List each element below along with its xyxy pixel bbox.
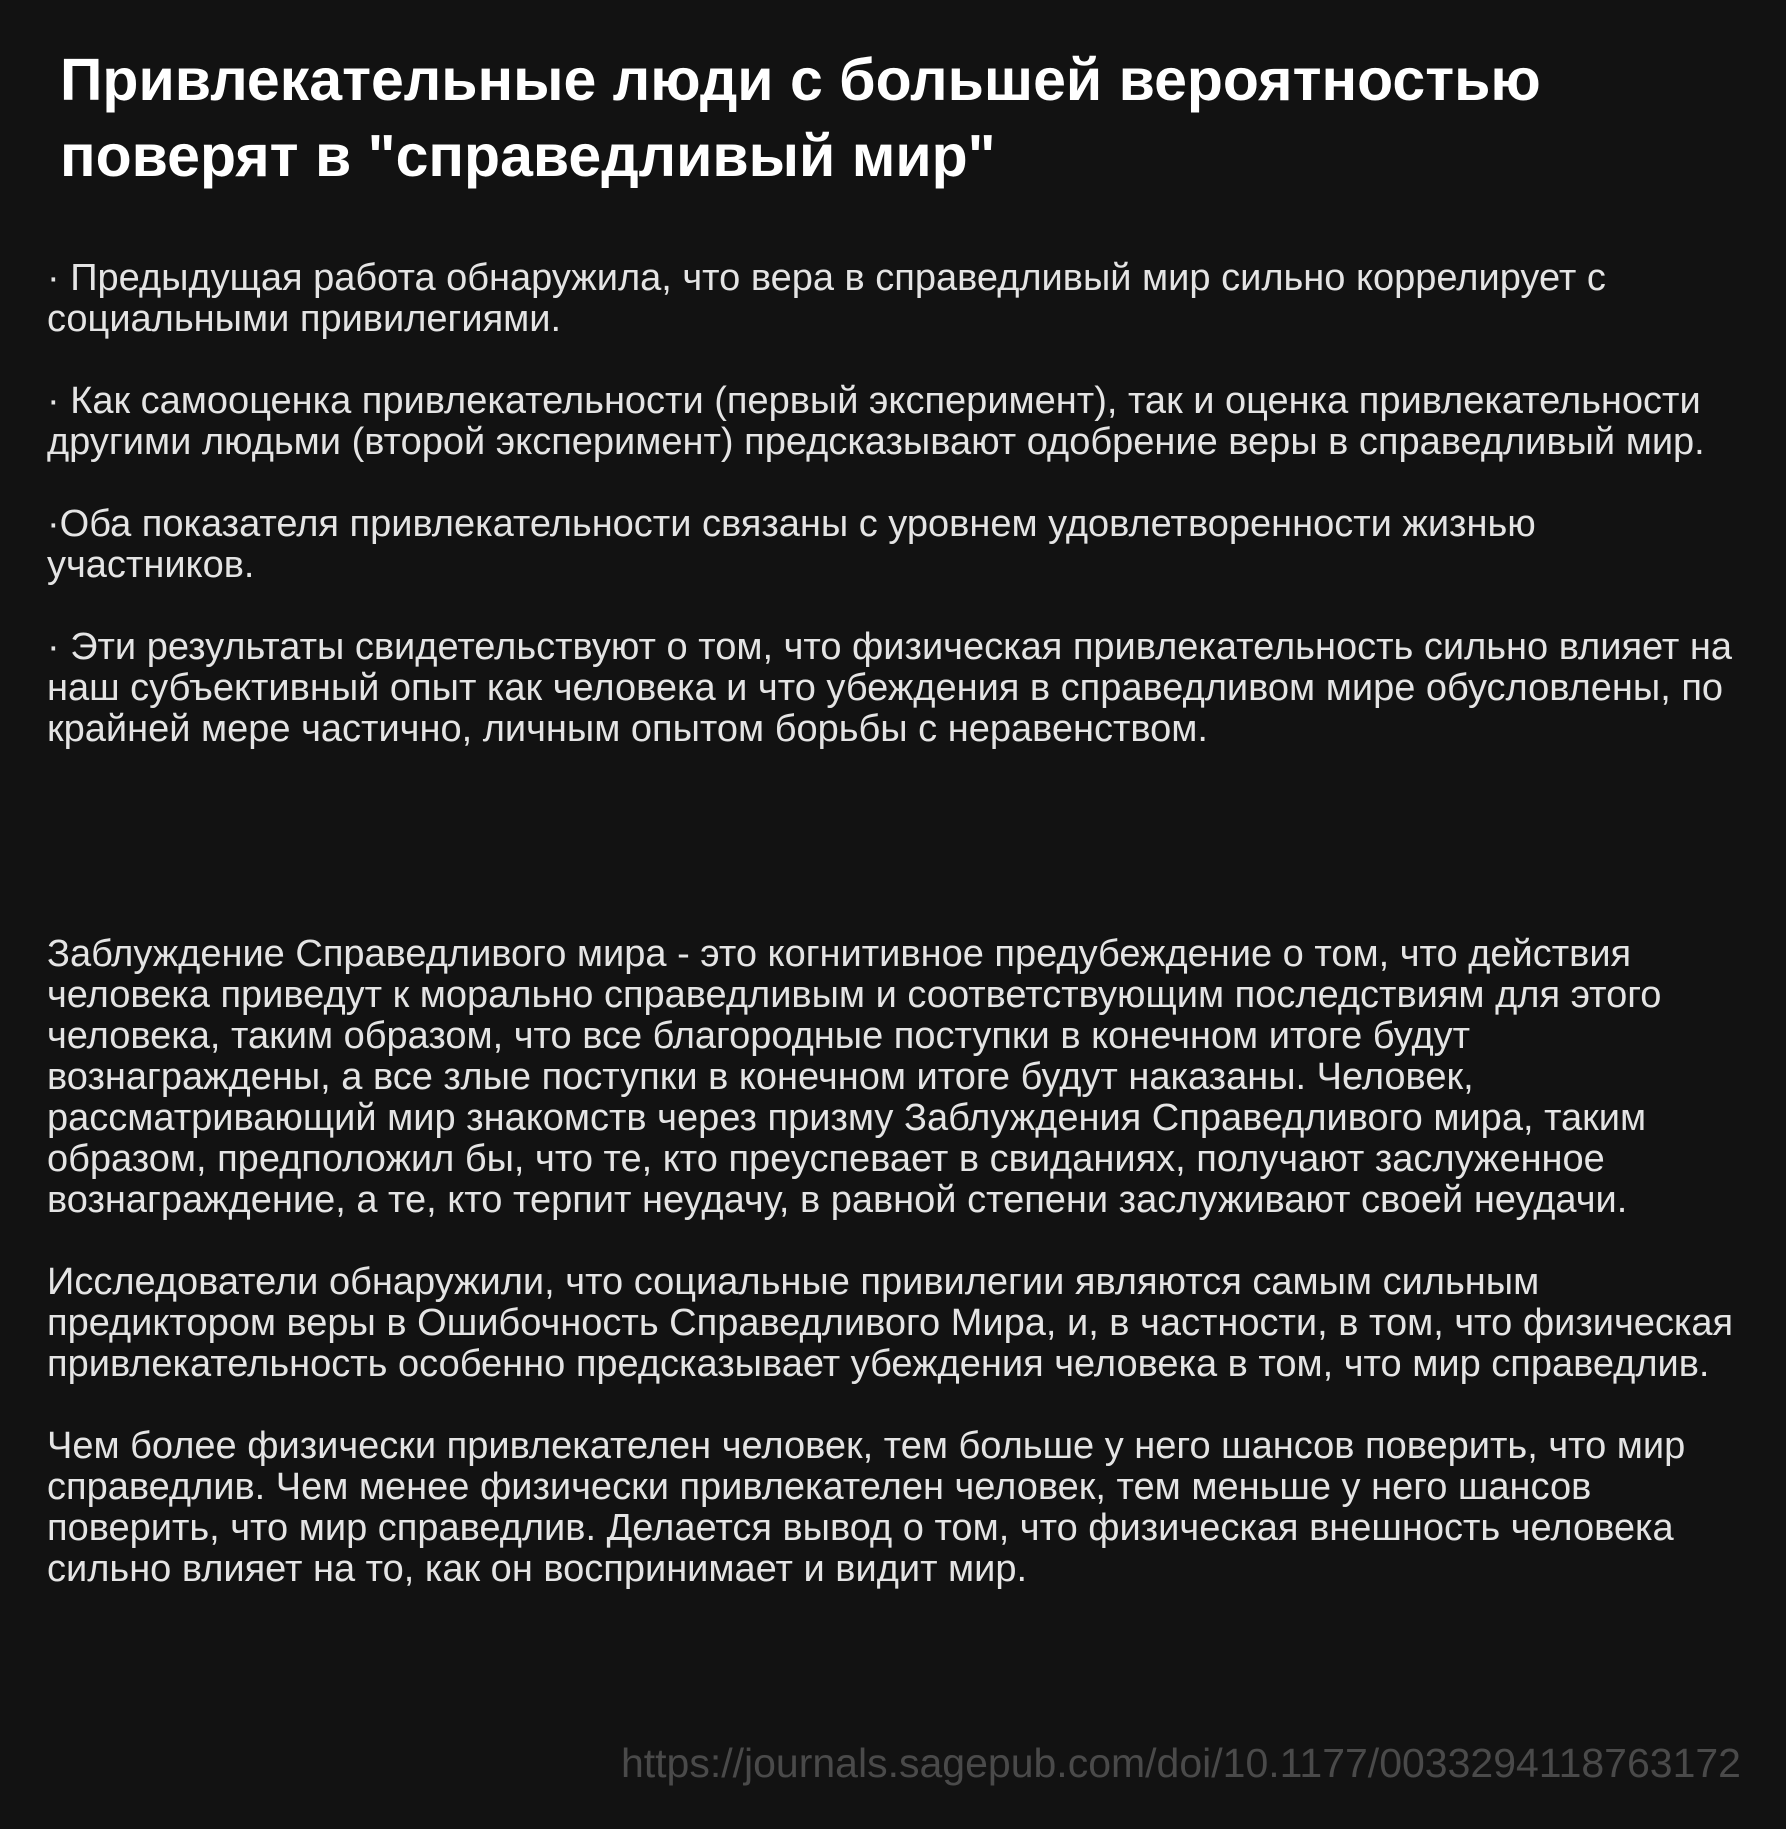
bullet-item: · Эти результаты свидетельствуют о том, что физическая привлекательность сильно влияет на наш субъективный опыт как человека и что убеждения в справедливом мире обусловлены, по крайней мере частично, личным опытом борьбы с неравенством. [47,626,1732,750]
body-text [47,934,1747,1631]
bullet-item: ·Оба показателя привлекательности связаны с уровнем удовлетворенности жизнью участников. [47,503,1536,586]
bullet-item: · Как самооценка привлекательности (первый эксперимент), так и оценка привлекательности другими людьми (второй эксперимент) предсказывают одобрение веры в справедливый мир. [47,380,1705,463]
source-url: https://journals.sagepub.com/doi/10.1177/0033294118763172 [620,1740,1741,1786]
bullet-item: · Предыдущая работа обнаружила, что вера в справедливый мир сильно коррелирует с социальными привилегиями. [47,257,1606,340]
body-paragraph: Чем более физически привлекателен человек, тем больше у него шансов поверить, что мир справедлив. Чем менее физически привлекателен человек, тем меньше у него шансов поверить, что мир справедлив. Делается вывод о том, что физическая внешность человека сильно влияет на то, как он воспринимает и видит мир. [47,1425,1686,1590]
summary-bullets [47,258,1747,791]
body-paragraph: Заблуждение Справедливого мира - это когнитивное предубеждение о том, что действия человека приведут к морально справедливым и соответствующим последствиям для этого человека, таким образом, что все благородные поступки в конечном итоге будут вознаграждены, а все злые поступки в конечном итоге будут наказаны. Человек, рассматривающий мир знакомств через призму Заблуждения Справедливого мира, таким образом, предположил бы, что те, кто преуспевает в свиданиях, получают заслуженное вознаграждение, а те, кто терпит неудачу, в равной степени заслуживают своей неудачи. [47,933,1662,1221]
page-title: Привлекательные люди с большей вероятностью поверят в "справедливый мир" [60,47,1541,189]
body-paragraph: Исследователи обнаружили, что социальные привилегии являются самым сильным предиктором веры в Ошибочность Справедливого Мира, и, в частности, в том, что физическая привлекательность особенно предсказывает убеждения человека в том, что мир справедлив. [47,1261,1734,1385]
